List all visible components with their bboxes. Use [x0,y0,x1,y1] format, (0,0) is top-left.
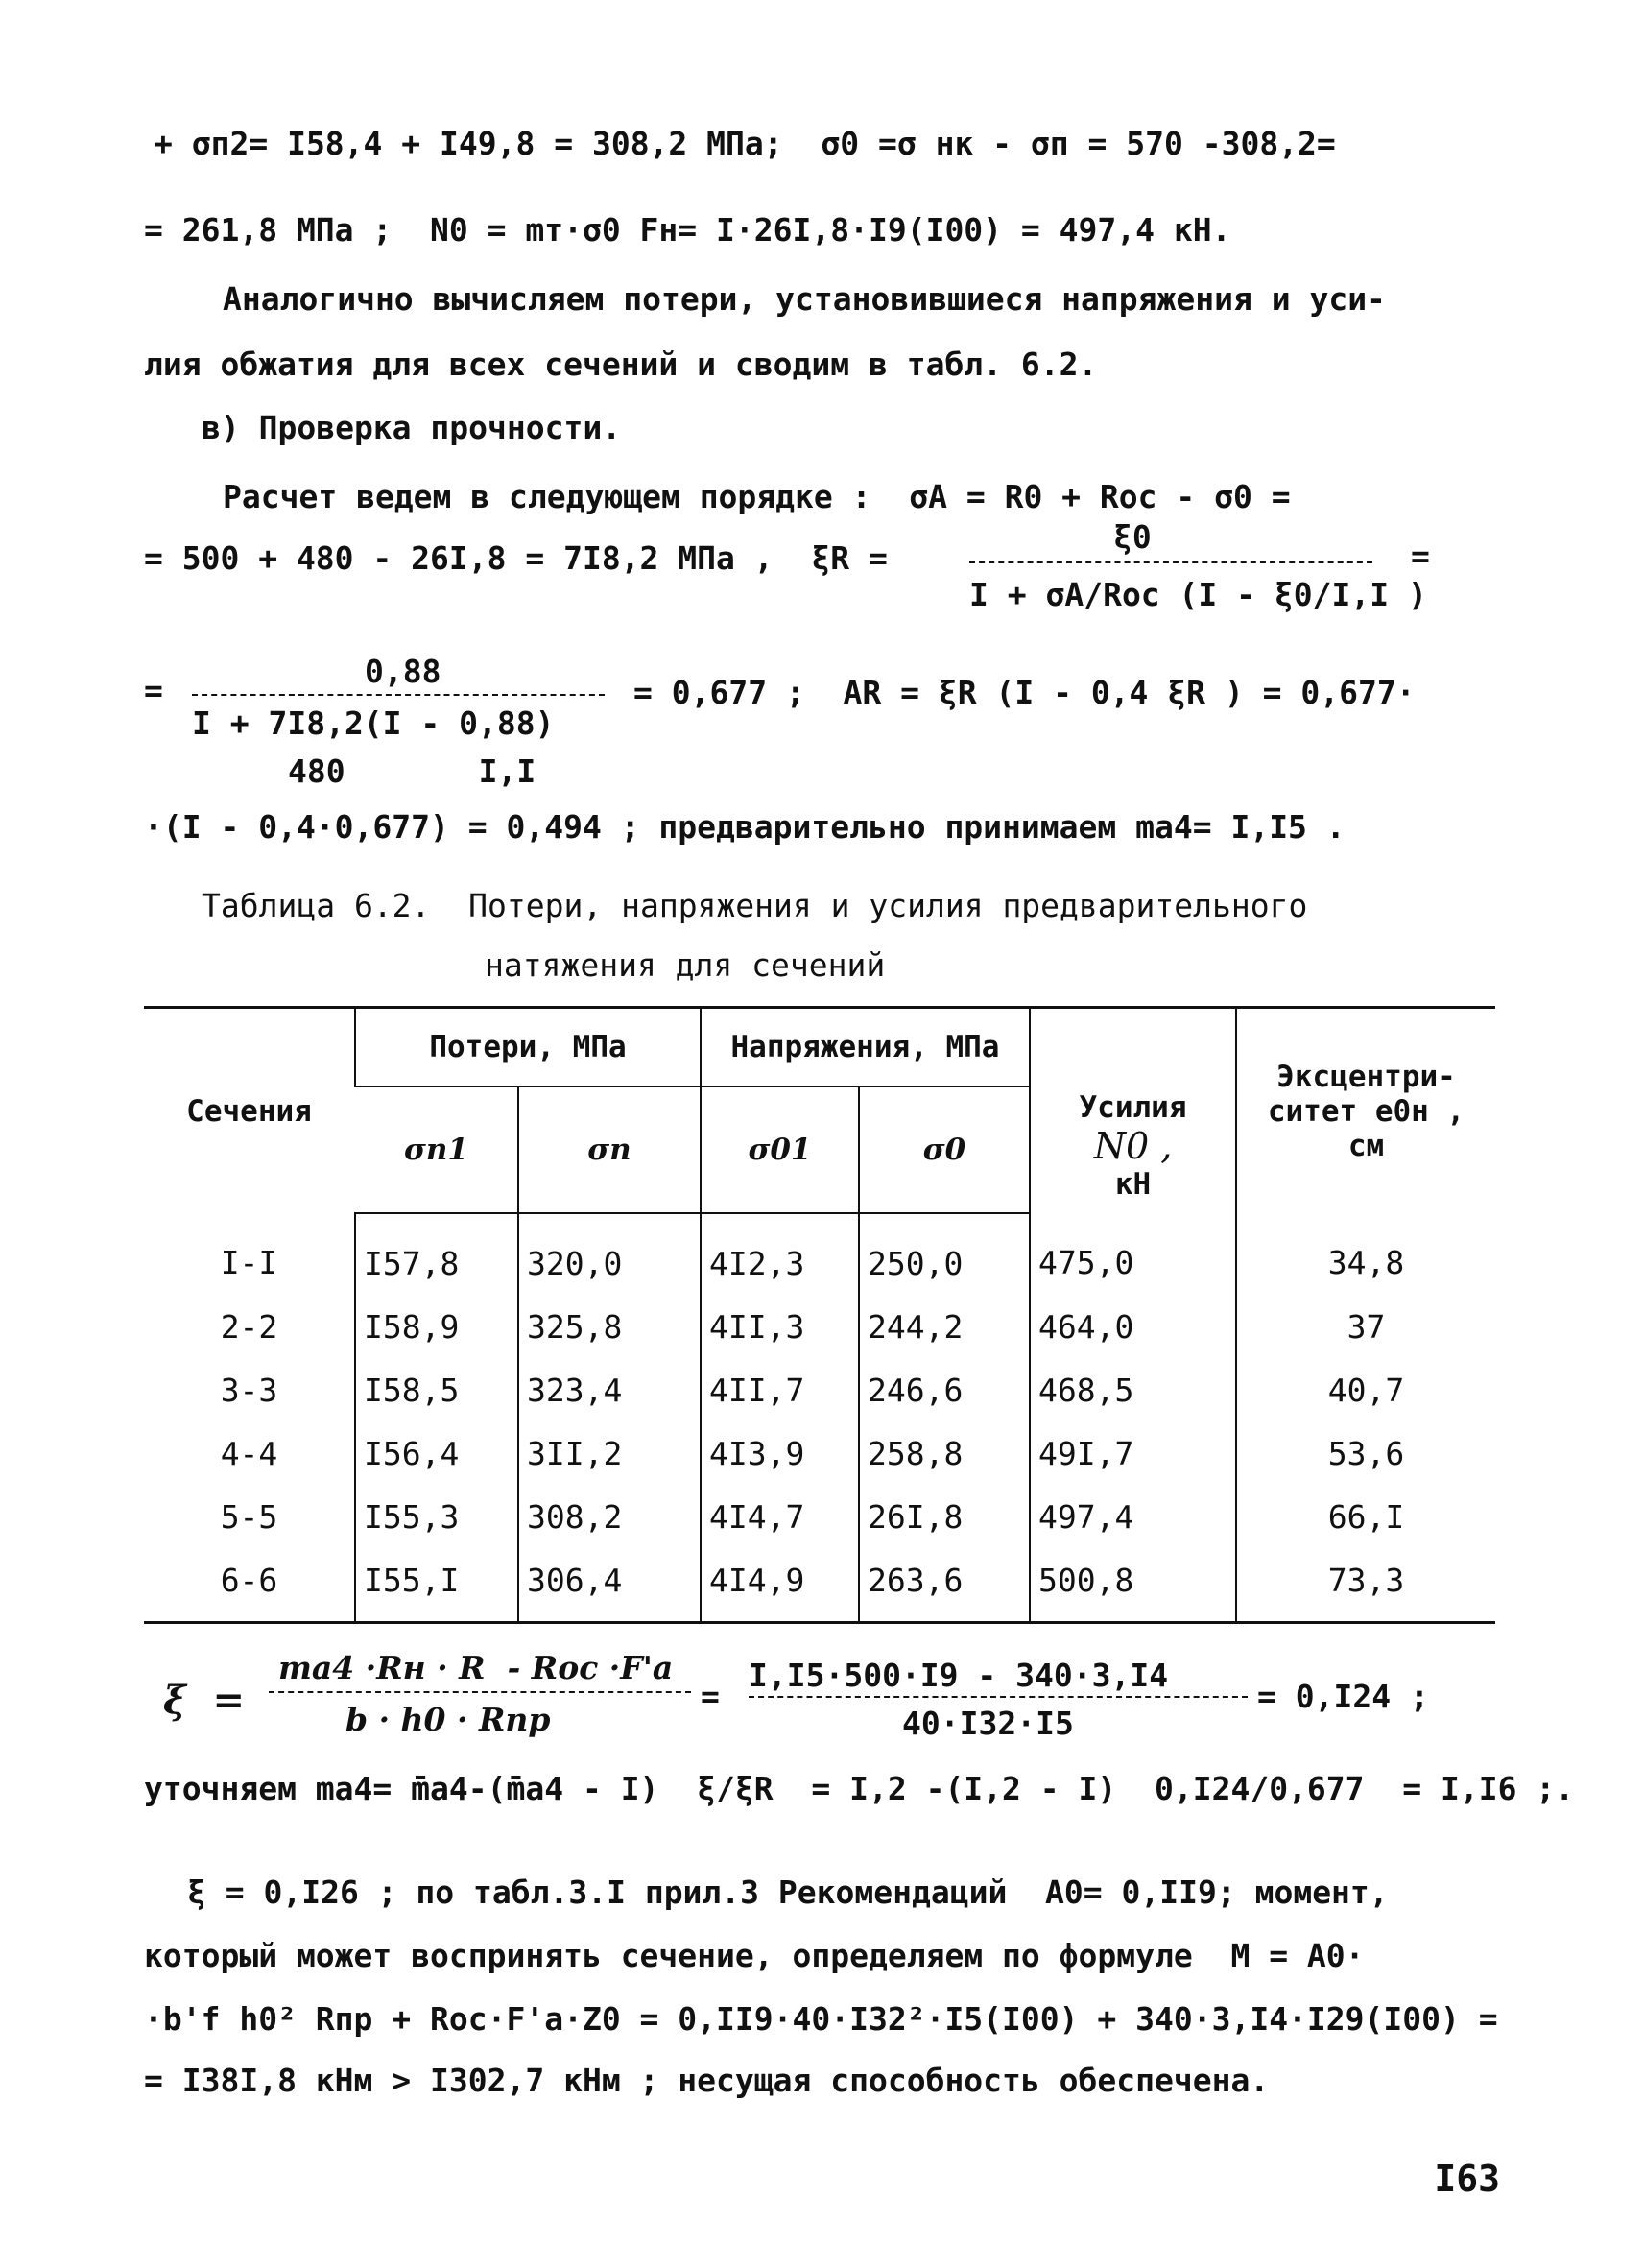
table-cell: 250,0 [859,1213,1030,1295]
table-cell: I57,8 [355,1213,518,1295]
table-cell: 258,8 [859,1421,1030,1485]
fraction-denominator: I + 7I8,2(I - 0,88) [192,704,555,742]
header-force-unit: кН [1114,1167,1152,1202]
table-cell: 4I4,9 [701,1548,859,1623]
table-cell: 4I4,7 [701,1485,859,1548]
table-caption: Таблица 6.2. Потери, напряжения и усилия предварительного [202,887,1308,924]
losses-table [144,1006,1495,1624]
table-row [144,1421,1495,1485]
table-cell: 325,8 [518,1295,701,1358]
table-cell: 464,0 [1030,1295,1236,1358]
header-eccentricity [1236,1008,1495,1214]
table-cell: 37 [1236,1295,1495,1358]
table-cell: 66,I [1236,1485,1495,1548]
header-sigma-0: σ0 [859,1086,1030,1213]
table-cell: I56,4 [355,1421,518,1485]
table-row [144,1213,1495,1295]
formula-lhs: ξ = [163,1678,246,1723]
equals-sign: = [144,672,163,709]
header-force-label: Усилия [1079,1090,1187,1125]
table-row [144,1485,1495,1548]
text-line: который может воспринять сечение, определяем по формуле M = A0· [144,1937,1365,1974]
fraction-bar [749,1696,1248,1698]
text-line: + σп2= I58,4 + I49,8 = 308,2 МПа; σ0 =σ нк - σп = 570 -308,2= [154,125,1336,162]
table-cell: 246,6 [859,1358,1030,1421]
page-number: I63 [1434,2158,1500,2200]
text-line: Расчет ведем в следующем порядке : σA = R0 + Rос - σ0 = [223,478,1291,515]
table-cell: 3II,2 [518,1421,701,1485]
table-cell: 4II,7 [701,1358,859,1421]
header-ecc-unit: см [1347,1128,1385,1163]
table-cell: 320,0 [518,1213,701,1295]
header-force-symbol: N0 , [1093,1125,1173,1167]
table-cell: I58,9 [355,1295,518,1358]
fraction-denominator: 480 I,I [288,752,536,790]
formula-result: = 0,I24 ; [1257,1678,1429,1715]
text-line: уточняем mа4= m̄а4-(m̄а4 - I) ξ/ξR = I,2 -(I,2 - I) 0,I24/0,677 = I,I6 ;. [144,1770,1575,1807]
table-cell: 497,4 [1030,1485,1236,1548]
text-line: Аналогично вычисляем потери, установившиеся напряжения и уси- [223,280,1386,318]
header-sigma-01: σ01 [701,1086,859,1213]
table-cell: 468,5 [1030,1358,1236,1421]
fraction-numerator: ξ0 [1113,518,1152,556]
table-cell: 26I,8 [859,1485,1030,1548]
table-row [144,1295,1495,1358]
table-cell: 323,4 [518,1358,701,1421]
fraction-bar [969,561,1372,563]
fraction-denominator: 40·I32·I5 [902,1705,1074,1742]
table-cell: 40,7 [1236,1358,1495,1421]
table-cell: I58,5 [355,1358,518,1421]
header-ecc-label: Эксцентри- [1276,1059,1456,1094]
fraction-numerator: I,I5·500·I9 - 340·3,I4 [749,1657,1169,1694]
table-cell: I-I [220,1244,278,1281]
text-line: лия обжатия для всех сечений и сводим в табл. 6.2. [144,346,1098,383]
table-cell: 34,8 [1236,1213,1495,1295]
header-sigma-p: σп [518,1086,701,1213]
table-row [144,1358,1495,1421]
text-line: = I38I,8 кНм > I302,7 кНм ; несущая способность обеспечена. [144,2062,1270,2099]
equals-sign: = [701,1678,720,1715]
fraction-numerator: 0,88 [365,653,441,690]
fraction-denominator: I + σA/Rос (I - ξ0/I,I ) [969,576,1427,613]
table-cell: 53,6 [1236,1421,1495,1485]
text-line: ·(I - 0,4·0,677) = 0,494 ; предварительно принимаем mа4= I,I5 . [144,808,1346,846]
table-cell: 4I2,3 [701,1213,859,1295]
header-sections: Сечения [144,1008,355,1214]
table-cell: 4II,3 [701,1295,859,1358]
text-line: ·b'f h0² Rпр + Rос·F'а·Z0 = 0,II9·40·I32²·I5(I00) + 340·3,I4·I29(I00) = [144,2000,1498,2038]
table-cell: 4-4 [220,1434,278,1472]
fraction-bar [269,1691,691,1693]
header-ecc-label2: ситет e0н , [1267,1093,1465,1129]
table-row [144,1548,1495,1623]
table-cell: 244,2 [859,1295,1030,1358]
text-line: ξ = 0,I26 ; по табл.3.I прил.3 Рекомендаций A0= 0,II9; момент, [187,1874,1389,1911]
header-stresses: Напряжения, МПа [701,1008,1030,1087]
table-cell: 6-6 [144,1548,355,1623]
table-cell: 3-3 [220,1371,278,1409]
table-cell: 306,4 [518,1548,701,1623]
header-sigma-p1: σп1 [355,1086,518,1213]
table-cell: I55,I [355,1548,518,1623]
fraction-denominator: b · h0 · Rпр [345,1701,551,1738]
table-cell: 2-2 [220,1307,278,1346]
table-cell: 4I3,9 [701,1421,859,1485]
table-cell: 49I,7 [1030,1421,1236,1485]
table-caption: натяжения для сечений [485,946,886,984]
text-line: = 0,677 ; AR = ξR (I - 0,4 ξR ) = 0,677· [633,674,1416,711]
section-heading: в) Проверка прочности. [202,409,622,446]
table-cell: 475,0 [1030,1213,1236,1295]
header-losses: Потери, МПа [355,1008,701,1087]
table-cell: 500,8 [1030,1548,1236,1623]
table-cell: 308,2 [518,1485,701,1548]
table-cell: 263,6 [859,1548,1030,1623]
table-cell: I55,3 [355,1485,518,1548]
text-line: = 500 + 480 - 26I,8 = 7I8,2 МПа , ξR = [144,539,907,577]
table-cell: 73,3 [1236,1548,1495,1623]
fraction-numerator: mа4 ·Rн · R - Rос ·F'а [278,1649,674,1686]
text-line: = 261,8 МПа ; N0 = mт·σ0 Fн= I·26I,8·I9(I00) = 497,4 кН. [144,211,1231,249]
equals-sign: = [1411,537,1430,575]
header-force [1030,1008,1236,1214]
table-cell: 5-5 [220,1497,278,1536]
